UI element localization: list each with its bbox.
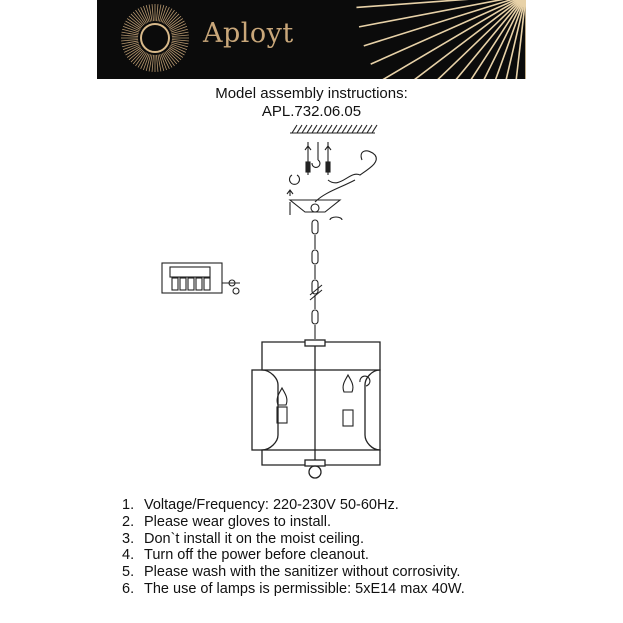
rotate-arrow-icon [290, 175, 300, 184]
list-item: 4. Turn off the power before cleanout. [122, 547, 369, 564]
brand-logo: Aployt [203, 18, 294, 49]
list-item: 1. Voltage/Frequency: 220-230V 50-60Hz. [122, 497, 399, 513]
lamp-cage [252, 340, 380, 478]
sun-logo-icon [141, 24, 169, 52]
list-item: 2. Please wear gloves to install. [122, 513, 331, 530]
chain [312, 220, 318, 339]
list-item: 6. The use of lamps is permissible: 5xE14 max 40W. [122, 580, 465, 597]
page-title: Model assembly instructions: [215, 85, 408, 102]
canopy [287, 190, 340, 215]
sunburst-decoration [97, 0, 526, 79]
power-wire [328, 151, 376, 183]
candle-bulb-right [343, 375, 370, 426]
ceiling-hook-icon [312, 142, 320, 167]
model-number: APL.732.06.05 [261, 103, 362, 120]
list-item: 5. Please wash with the sanitizer without corrosivity. [122, 564, 461, 581]
list-item: 3. Don`t install it on the moist ceiling. [122, 530, 365, 547]
canopy-rotate-icon [330, 217, 342, 220]
brand-banner [97, 0, 526, 79]
assembly-diagram [150, 120, 410, 485]
instruction-list [122, 497, 465, 598]
terminal-block [162, 263, 240, 294]
ceiling-hatch [290, 125, 377, 133]
